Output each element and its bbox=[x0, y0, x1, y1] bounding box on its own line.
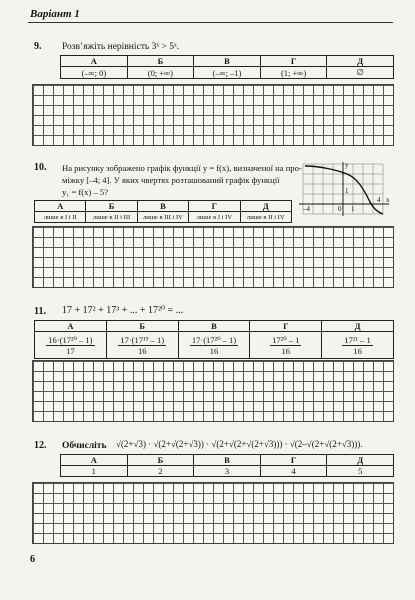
q9-option-d[interactable]: ∅ bbox=[327, 67, 394, 79]
q11-option-v-den: 16 bbox=[209, 345, 219, 356]
q10-header-b: Б bbox=[86, 201, 137, 212]
page-number: 6 bbox=[30, 554, 35, 565]
q10-work-grid[interactable] bbox=[32, 226, 394, 288]
q10-option-v[interactable]: лише в ІІІ і ІV bbox=[137, 212, 188, 223]
graph-x-minus4-label: –4 bbox=[303, 205, 310, 213]
q10-function-graph bbox=[297, 160, 393, 218]
q10-text-line3: y₁ = f(x) – 5? bbox=[62, 187, 109, 197]
q11-work-grid[interactable] bbox=[32, 360, 394, 422]
q12-answer-table bbox=[60, 454, 394, 477]
q11-option-v-num: 17·(17²⁰ – 1) bbox=[191, 334, 237, 345]
q9-answer-table bbox=[60, 55, 394, 79]
q11-option-d-fraction bbox=[342, 335, 372, 356]
q12-option-b[interactable]: 2 bbox=[127, 466, 194, 477]
q9-option-b[interactable]: (0; +∞) bbox=[127, 67, 194, 79]
q10-number: 10. bbox=[34, 162, 47, 173]
q12-option-g[interactable]: 4 bbox=[260, 466, 327, 477]
q10-text-line1: На рисунку зображено графік функції y = f(x), визначеної на про- bbox=[62, 163, 302, 173]
q11-option-g-den: 16 bbox=[281, 345, 291, 356]
q10-text-line2: міжку [–4; 4]. У яких чвертях розташований графік функції bbox=[62, 175, 280, 185]
q9-option-a[interactable]: (–∞; 0) bbox=[61, 67, 128, 79]
graph-x-4-label: 4 bbox=[377, 196, 381, 204]
q11-header-v: В bbox=[178, 321, 250, 332]
q10-header-a: А bbox=[35, 201, 86, 212]
q9-text: Розв’яжіть нерівність 3ˣ > 5ˣ. bbox=[62, 42, 180, 52]
q11-expression: 17 + 17² + 17³ + ... + 17²⁰ = ... bbox=[62, 305, 184, 316]
q9-header-v: В bbox=[194, 56, 261, 67]
q11-option-g[interactable] bbox=[250, 332, 322, 359]
q9-option-v[interactable]: (–∞; –1) bbox=[194, 67, 261, 79]
q11-header-a: А bbox=[35, 321, 107, 332]
graph-x-one-label: 1 bbox=[351, 205, 355, 213]
q12-work-grid[interactable] bbox=[32, 482, 394, 544]
q11-option-g-fraction bbox=[270, 335, 301, 356]
q11-header-d: Д bbox=[322, 321, 394, 332]
q12-header-b: Б bbox=[127, 455, 194, 466]
q11-option-v[interactable] bbox=[178, 332, 250, 359]
q11-option-a-fraction bbox=[46, 335, 94, 356]
q11-header-g: Г bbox=[250, 321, 322, 332]
q12-header-a: А bbox=[61, 455, 128, 466]
q10-option-b[interactable]: лише в ІІ і ІІІ bbox=[86, 212, 137, 223]
q12-text: Обчисліть bbox=[62, 441, 107, 451]
q12-expression: √(2+√3) · √(2+√(2+√3)) · √(2+√(2+√(2+√3))) · √(2–√(2+√(2+√3))). bbox=[116, 439, 363, 449]
q9-header-a: А bbox=[61, 56, 128, 67]
q11-option-b-fraction bbox=[118, 335, 166, 356]
q11-option-d[interactable] bbox=[322, 332, 394, 359]
q11-answer-table bbox=[34, 320, 394, 359]
q10-answer-table bbox=[34, 200, 292, 223]
q9-work-grid[interactable] bbox=[32, 84, 394, 146]
q9-option-g[interactable]: (1; +∞) bbox=[260, 67, 327, 79]
q12-header-g: Г bbox=[260, 455, 327, 466]
q11-option-a-num: 16·(17²⁰ – 1) bbox=[48, 334, 93, 345]
q10-text bbox=[62, 162, 302, 198]
q10-option-a[interactable]: лише в І і ІІ bbox=[35, 212, 86, 223]
q12-number: 12. bbox=[34, 440, 47, 451]
q11-option-a-den: 17 bbox=[66, 345, 75, 356]
q11-option-b-den: 16 bbox=[137, 345, 147, 356]
q11-option-b-num: 17·(17¹⁹ – 1) bbox=[120, 334, 165, 345]
q11-option-d-num: 17²¹ – 1 bbox=[344, 334, 371, 345]
graph-axis-y-label: y bbox=[345, 161, 349, 169]
q9-header-g: Г bbox=[260, 56, 327, 67]
q11-option-a[interactable] bbox=[35, 332, 107, 359]
q12-header-v: В bbox=[194, 455, 261, 466]
graph-axis-x-label: x bbox=[386, 196, 390, 204]
q10-option-d[interactable]: лише в ІІ і ІV bbox=[240, 212, 291, 223]
q11-option-d-den: 16 bbox=[353, 345, 362, 356]
q10-option-g[interactable]: лише в І і ІV bbox=[189, 212, 240, 223]
q11-option-v-fraction bbox=[190, 335, 238, 356]
q11-header-b: Б bbox=[106, 321, 178, 332]
q10-header-g: Г bbox=[189, 201, 240, 212]
q12-option-a[interactable]: 1 bbox=[61, 466, 128, 477]
q9-header-b: Б bbox=[127, 56, 194, 67]
q11-number: 11. bbox=[34, 306, 46, 317]
q11-option-g-num: 17²⁰ – 1 bbox=[272, 334, 300, 345]
graph-y-one-label: 1 bbox=[345, 187, 349, 195]
q9-header-d: Д bbox=[327, 56, 394, 67]
q11-option-b[interactable] bbox=[106, 332, 178, 359]
q12-option-v[interactable]: 3 bbox=[194, 466, 261, 477]
graph-origin-label: 0 bbox=[338, 205, 342, 213]
q9-number: 9. bbox=[34, 41, 42, 52]
q10-header-d: Д bbox=[240, 201, 291, 212]
q12-header-d: Д bbox=[327, 455, 394, 466]
function-curve bbox=[305, 166, 383, 214]
q10-header-v: В bbox=[137, 201, 188, 212]
header-divider bbox=[28, 22, 393, 23]
q12-option-d[interactable]: 5 bbox=[327, 466, 394, 477]
variant-title: Варіант 1 bbox=[30, 8, 80, 20]
